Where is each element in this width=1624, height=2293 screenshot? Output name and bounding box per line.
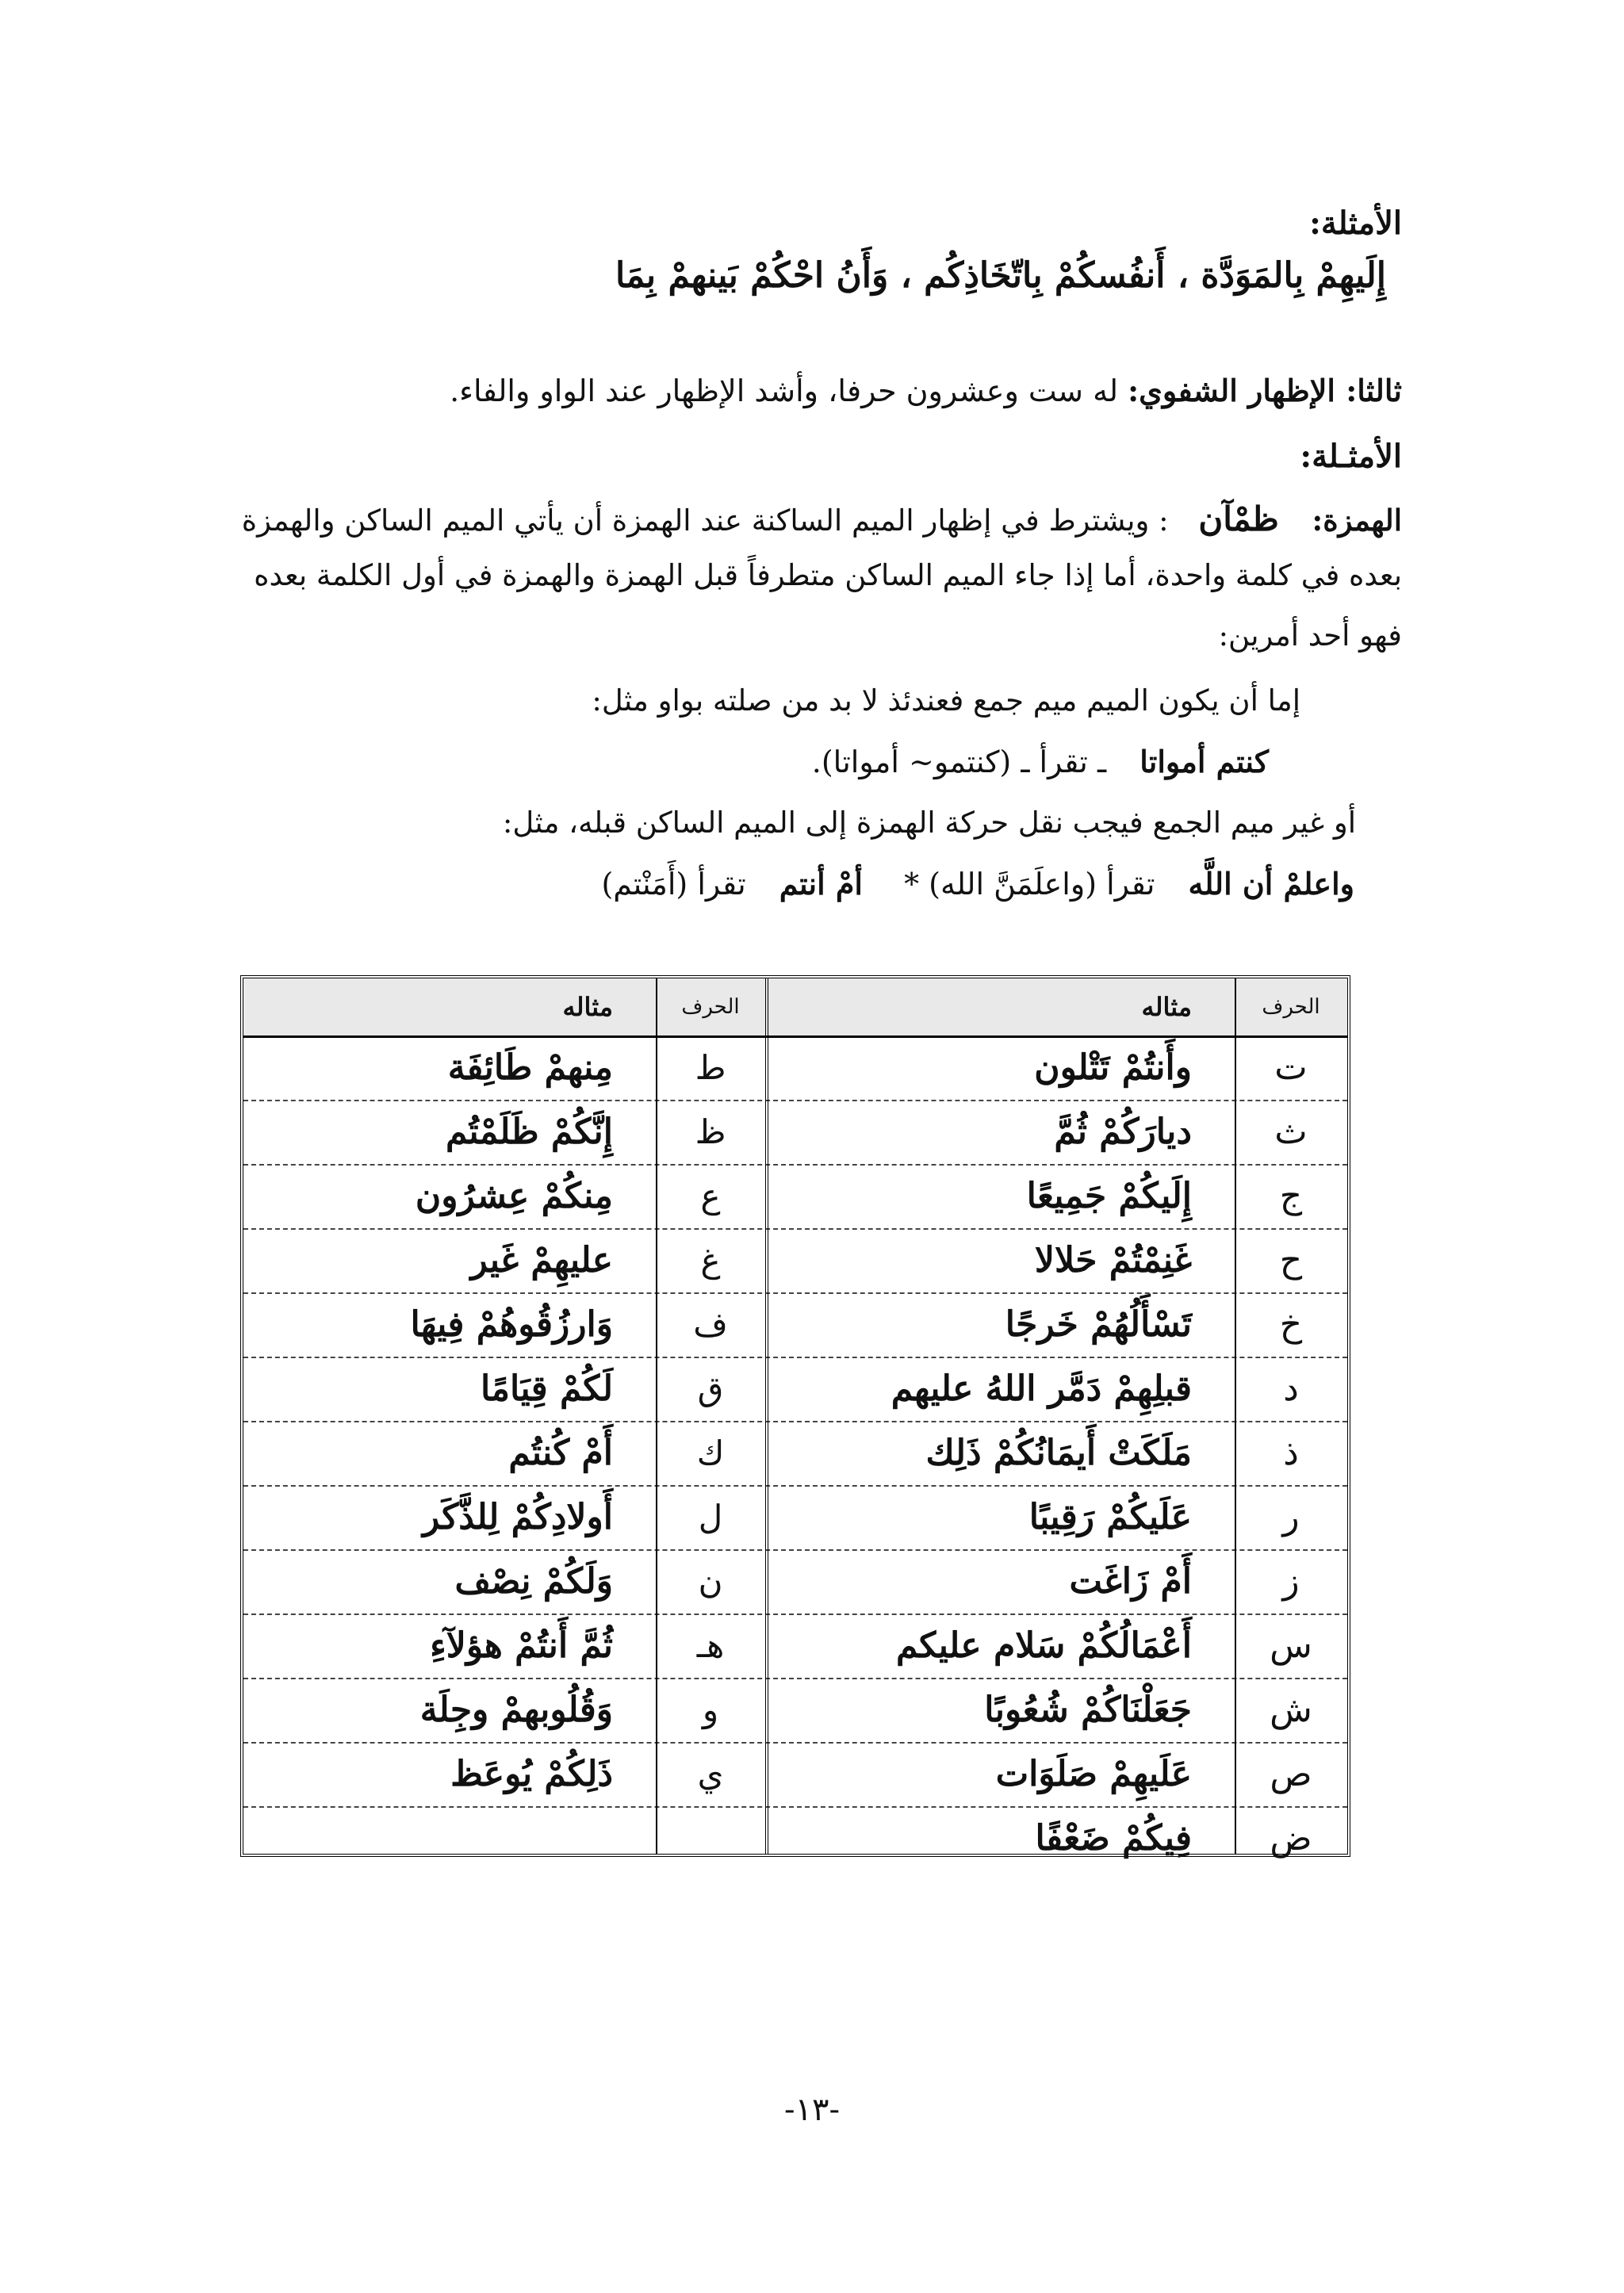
table-row — [243, 1292, 1347, 1358]
hamza-example: ظمْآن — [1198, 500, 1279, 538]
header-letter-right: الحرف — [1262, 995, 1320, 1019]
left-example-cell: مِنكُمْ عِشرُون — [415, 1176, 613, 1216]
table-row — [243, 1614, 1347, 1679]
table-row — [243, 1485, 1347, 1551]
left-example-cell: لَكُمْ قِيَامًا — [481, 1369, 613, 1409]
case-2-reading-1: تقرأ (واعلَمَنَّ الله) * — [904, 867, 1155, 902]
right-example-cell: عَلَيهِمْ صَلَوَات — [995, 1754, 1192, 1794]
right-example-cell: جَعَلْنَاكُمْ شُعُوبًا — [984, 1690, 1192, 1730]
examples-line-1: إِلَيهِمْ بِالمَوَدَّة ، أَنفُسكُمْ بِاتّخَاذِكُم ، وَأَنُ احْكُمْ بَينهمْ بِمَا — [615, 255, 1386, 296]
left-example-cell: مِنهمْ طَائِفَة — [447, 1047, 613, 1088]
right-example-cell: وأَنتُمْ تَتْلون — [1034, 1047, 1192, 1088]
left-example-cell — [243, 1806, 656, 1870]
left-letter-cell: ي — [697, 1755, 724, 1793]
case-2-example-line — [601, 866, 1354, 903]
table-row — [243, 1806, 1347, 1870]
right-example-cell: مَلَكَتْ أَيمَانُكُمْ ذَلِك — [925, 1433, 1192, 1473]
left-example-cell: ثُمَّ أَنتُمْ هؤلآءِ — [430, 1625, 613, 1666]
case-1-reading: ـ تقرأ ـ (كنتمو~ أمواتا). — [811, 745, 1107, 779]
left-letter-cell: و — [702, 1690, 719, 1729]
section-title: ثالثا: الإظهار الشفوي: — [1128, 373, 1402, 408]
right-letter-cell: ت — [1274, 1047, 1308, 1088]
right-letter-cell: س — [1270, 1625, 1312, 1666]
left-letter-cell: ط — [695, 1048, 726, 1087]
right-letter-cell: خ — [1279, 1304, 1303, 1345]
table-row — [243, 1035, 1347, 1101]
left-example-cell: وَقُلُوبهمْ وجِلَة — [419, 1690, 613, 1730]
right-letter-cell: ز — [1282, 1561, 1300, 1602]
right-letter-cell: ص — [1270, 1754, 1312, 1794]
column-divider — [656, 978, 657, 1854]
right-example-cell: غَنِمْتُمْ حَلالا — [1034, 1240, 1192, 1280]
hamza-line-1 — [242, 500, 1402, 539]
hamza-line-3: فهو أحد أمرين: — [1218, 618, 1402, 653]
table-row — [243, 1678, 1347, 1744]
column-divider-center — [765, 978, 768, 1854]
case-1-example: كنتم أمواتا — [1139, 744, 1269, 779]
right-letter-cell: ش — [1270, 1690, 1312, 1730]
table-row — [243, 1100, 1347, 1166]
left-letter-cell: ق — [697, 1369, 724, 1408]
hamza-line-2: بعده في كلمة واحدة، أما إذا جاء الميم الساكن متطرفاً قبل الهمزة والهمزة في أول الكلمة بعده — [254, 558, 1402, 592]
right-example-cell: إِلَيكُمْ جَمِيعًا — [1026, 1176, 1192, 1216]
header-letter-left: الحرف — [681, 995, 740, 1019]
table-row — [243, 1164, 1347, 1230]
left-letter-cell: ل — [698, 1498, 723, 1537]
left-example-cell: وَارزُقُوهُمْ فِيهَا — [410, 1304, 613, 1345]
left-letter-cell: ك — [696, 1434, 725, 1472]
left-example-cell: أَمْ كُنتُم — [508, 1433, 613, 1473]
left-letter-cell: هـ — [696, 1626, 725, 1665]
examples-label-2: الأمثـلة: — [1300, 438, 1402, 475]
case-2-example-2: أمْ أنتم — [779, 866, 863, 902]
left-letter-cell: ن — [698, 1562, 723, 1601]
right-example-cell: فِيكُمْ ضَعْفًا — [1035, 1818, 1192, 1859]
left-letter-cell: ع — [700, 1177, 721, 1215]
right-letter-cell: ض — [1270, 1818, 1312, 1859]
table-row — [243, 1357, 1347, 1422]
right-example-cell: ديارَكُمْ ثُمَّ — [1054, 1112, 1192, 1152]
left-example-cell: وَلَكُمْ نِصْف — [454, 1561, 613, 1602]
left-letter-cell: ف — [693, 1305, 728, 1344]
hamza-text-1: : ويشترط في إظهار الميم الساكنة عند الهمزة أن يأتي الميم الساكن والهمزة — [241, 503, 1169, 538]
right-letter-cell: ث — [1274, 1112, 1308, 1152]
case-2-example-1: واعلمْ أن اللَّه — [1188, 866, 1354, 902]
case-2-text: أو غير ميم الجمع فيجب نقل حركة الهمزة إلى الميم الساكن قبله، مثل: — [502, 806, 1356, 840]
right-example-cell: أَعْمَالُكُمْ سَلام عليكم — [896, 1625, 1192, 1666]
section-izhar-shafawi — [450, 373, 1402, 410]
left-example-cell: أَولادِكُمْ لِلذَّكَر — [422, 1497, 613, 1537]
section-description: له ست وعشرون حرفا، وأشد الإظهار عند الواو والفاء. — [450, 373, 1119, 408]
left-letter-cell — [656, 1806, 765, 1870]
right-example-cell: أَمْ زَاغَت — [1069, 1561, 1192, 1602]
right-letter-cell: ح — [1279, 1240, 1303, 1280]
table-row — [243, 1549, 1347, 1615]
hamza-label: الهمزة: — [1312, 503, 1402, 538]
table-header-row — [243, 978, 1347, 1038]
right-letter-cell: ج — [1279, 1176, 1303, 1216]
right-letter-cell: د — [1283, 1369, 1299, 1409]
right-letter-cell: ذ — [1283, 1433, 1299, 1473]
header-example-left: مثاله — [562, 992, 613, 1022]
right-example-cell: تَسْأَلُهُمْ خَرجًا — [1005, 1304, 1192, 1345]
left-example-cell: عليهِمْ غَير — [470, 1240, 613, 1280]
left-example-cell: ذَلِكُمْ يُوعَظ — [450, 1754, 613, 1794]
letters-table — [240, 975, 1350, 1857]
left-letter-cell: غ — [700, 1241, 721, 1280]
table-row — [243, 1421, 1347, 1487]
column-divider — [1235, 978, 1236, 1854]
case-1-text: إما أن يكون الميم ميم جمع فعندئذ لا بد من صلته بواو مثل: — [592, 683, 1300, 718]
case-1-example-line — [812, 744, 1269, 781]
header-example-right: مثاله — [1141, 992, 1192, 1022]
page-number: -١٣- — [784, 2092, 840, 2128]
case-2-reading-2: تقرأ (أَمَنْتم) — [601, 867, 746, 902]
examples-label-1: الأمثلة: — [1309, 205, 1402, 242]
left-letter-cell: ظ — [695, 1112, 726, 1151]
right-letter-cell: ر — [1282, 1497, 1300, 1537]
table-row — [243, 1742, 1347, 1808]
right-example-cell: عَلَيكُمْ رَقِيبًا — [1028, 1497, 1192, 1537]
left-example-cell: إِنَّكُمْ ظَلَمْتُم — [446, 1112, 613, 1152]
table-row — [243, 1228, 1347, 1294]
right-example-cell: قبلِهِمْ دَمَّر اللهُ عليهم — [891, 1369, 1192, 1409]
